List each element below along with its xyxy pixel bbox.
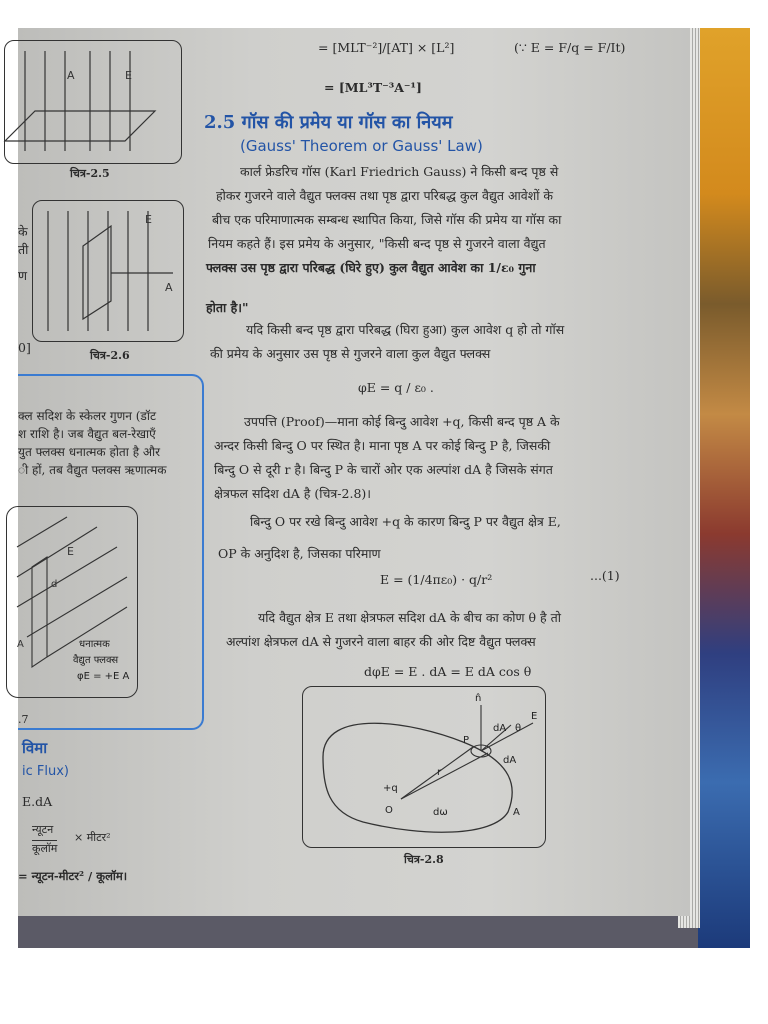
para1-line-2: होकर गुजरने वाले वैद्युत फ्लक्स तथा पृष्ठ द्वारा परिबद्ध कुल वैद्युत आवेशों के: [216, 188, 554, 203]
para3-line-1: उपपत्ति (Proof)—माना कोई बिन्दु आवेश +q, किसी बन्द पृष्ठ A के: [244, 414, 560, 429]
section-title: 2.5 गॉस की प्रमेय या गॉस का नियम: [204, 112, 453, 133]
para1-line-6: होता है।": [206, 300, 249, 315]
fig-2-8-p: P: [463, 735, 470, 746]
left-formula-1: E.dA: [22, 794, 53, 809]
box-line-3: युत फ्लक्स धनात्मक होता है और: [18, 445, 161, 459]
fig-2-8-plus-q: +q: [383, 783, 398, 794]
fig-2-5-a: A: [67, 69, 75, 82]
para1-line-3: बीच एक परिमाणात्मक सम्बन्ध स्थापित किया, जिसे गॉस की प्रमेय या गॉस का: [212, 212, 562, 227]
dimension-line-2: = [ML³T⁻³A⁻¹]: [324, 80, 422, 95]
box-line-1: क्ल सदिश के स्केलर गुणन (डॉट: [18, 409, 156, 423]
fig-2-6-caption: चित्र-2.6: [90, 349, 130, 362]
fig-2-8-theta: θ: [515, 723, 522, 734]
left-heading-fragment: विमा: [22, 739, 48, 757]
para1-line-4: नियम कहते हैं। इस प्रमेय के अनुसार, "किसी बन्द पृष्ठ से गुजरने वाला वैद्युत: [208, 236, 546, 251]
photo-background: [18, 28, 750, 948]
figure-2-6: [32, 200, 184, 342]
fig-2-6-e: E: [145, 213, 152, 226]
left-formula-3: = न्यूटन-मीटर² / कूलॉम।: [18, 869, 128, 883]
fig-2-7-text-3: φE = +E A: [77, 671, 130, 682]
fig-2-7-text-2: वैद्युत फ्लक्स: [73, 655, 119, 666]
fig-2-7-d: d: [51, 579, 58, 590]
box-line-2: श राशि है। जब वैद्युत बल-रेखाएँ: [18, 427, 156, 441]
para1-line-5: फ्लक्स उस पृष्ठ द्वारा परिबद्ध (घिरे हुए) कुल वैद्युत आवेश का 1/ε₀ गुना: [206, 260, 536, 275]
left-formula-2-den: कूलॉम: [32, 842, 58, 855]
box-line-4: ी हों, तब वैद्युत फ्लक्स ऋणात्मक: [18, 463, 167, 477]
fig-2-8-da: dA: [503, 755, 517, 766]
dimension-line-1-note: (∵ E = F/q = F/It): [514, 40, 626, 55]
equation-dphi: dφE = E . dA = E dA cos θ: [364, 664, 532, 679]
textbook-page: [18, 28, 690, 916]
para2-line-2: की प्रमेय के अनुसार उस पृष्ठ से गुजरने वाला कुल वैद्युत फ्लक्स: [210, 346, 491, 361]
edge-fragment-1: के: [18, 224, 28, 239]
left-formula-2-unit: × मीटर²: [74, 831, 111, 844]
figure-2-7: [6, 506, 138, 698]
para2-line-1: यदि किसी बन्द पृष्ठ द्वारा परिबद्ध (घिरा हुआ) कुल आवेश q हो तो गॉस: [246, 322, 565, 337]
figure-2-6-drawing: [33, 201, 183, 341]
section-subtitle: (Gauss' Theorem or Gauss' Law): [240, 137, 483, 155]
para4-line-1: बिन्दु O पर रखे बिन्दु आवेश +q के कारण बिन्दु P पर वैद्युत क्षेत्र E,: [250, 514, 561, 529]
para5-line-1: यदि वैद्युत क्षेत्र E तथा क्षेत्रफल सदिश dA के बीच का कोण θ है तो: [258, 610, 562, 625]
fig-2-8-a: A: [513, 807, 520, 818]
left-heading-fragment-en: ic Flux): [22, 764, 69, 779]
fig-2-7-caption: .7: [18, 713, 29, 726]
figure-2-8: [302, 686, 546, 848]
fig-2-6-a: A: [165, 281, 173, 294]
para3-line-3: बिन्दु O से दूरी r है। बिन्दु P के चारों ओर एक अल्पांश dA है जिसके संगत: [214, 462, 553, 477]
fig-2-8-caption: चित्र-2.8: [404, 853, 444, 866]
dimension-line-1: = [MLT⁻²]/[AT] × [L²]: [318, 40, 455, 55]
para4-line-2: OP के अनुदिश है, जिसका परिमाण: [218, 546, 381, 561]
fig-2-7-e: E: [67, 545, 74, 558]
edge-fragment-3: ण: [18, 268, 28, 283]
figure-2-5-drawing: [5, 41, 181, 163]
fig-2-8-n-hat: n̂: [475, 693, 482, 704]
equation-flux: φE = q / ε₀ .: [358, 380, 434, 395]
para5-line-2: अल्पांश क्षेत्रफल dA से गुजरने वाला बाहर की ओर दिष्ट वैद्युत फ्लक्स: [226, 634, 536, 649]
fig-2-8-e: E: [531, 711, 538, 722]
fig-2-5-e: E: [125, 69, 132, 82]
edge-fragment-2: ती: [18, 242, 29, 257]
para1-line-1: कार्ल फ्रेडरिच गॉस (Karl Friedrich Gauss) ने किसी बन्द पृष्ठ से: [240, 164, 559, 179]
left-formula-2-num: न्यूटन: [32, 823, 54, 836]
fig-2-7-a: A: [17, 639, 24, 650]
equation-field-number: ...(1): [590, 568, 620, 583]
fig-2-8-da-vec: dA: [493, 723, 507, 734]
para3-line-4: क्षेत्रफल सदिश dA है (चित्र-2.8)।: [214, 486, 372, 501]
fig-2-8-r: r: [437, 767, 442, 778]
figure-2-5: [4, 40, 182, 164]
fig-2-7-text-1: धनात्मक: [79, 639, 110, 650]
book-covers-strip: [698, 28, 750, 948]
figure-2-8-drawing: [303, 687, 545, 847]
fig-2-8-o: O: [385, 805, 393, 816]
para3-line-2: अन्दर किसी बिन्दु O पर स्थित है। माना पृष्ठ A पर कोई बिन्दु P है, जिसकी: [214, 438, 551, 453]
edge-fragment-4: 0]: [18, 340, 31, 355]
equation-field: E = (1/4πε₀) · q/r²: [380, 572, 493, 587]
figure-2-7-drawing: [7, 507, 137, 697]
fig-2-5-caption: चित्र-2.5: [70, 167, 110, 180]
fig-2-8-d-omega: dω: [433, 807, 448, 818]
